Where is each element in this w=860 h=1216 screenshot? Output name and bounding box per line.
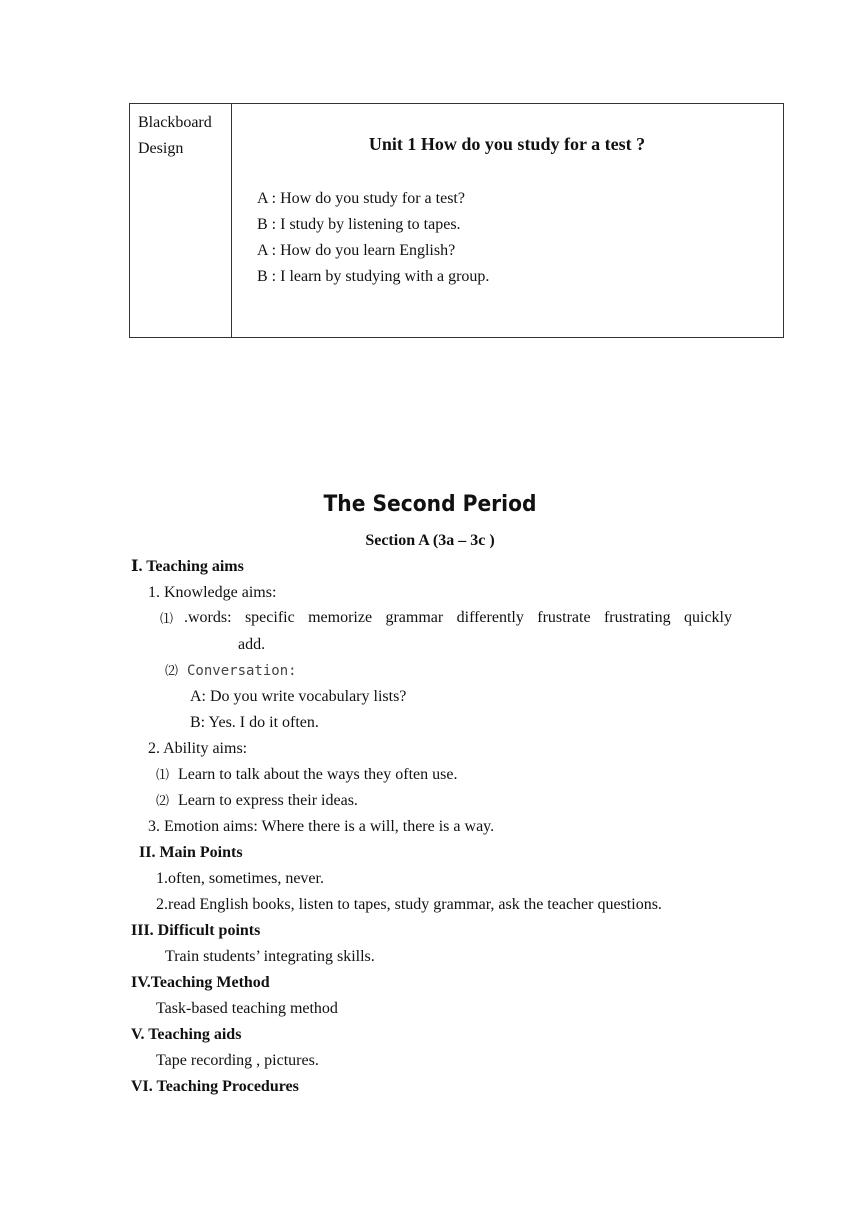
teaching-aims-heading: Ⅰ. Teaching aims xyxy=(131,558,244,575)
blackboard-label-line1: Blackboard xyxy=(138,114,212,131)
teaching-aids-text: Tape recording , pictures. xyxy=(156,1052,319,1069)
blackboard-label xyxy=(138,110,212,162)
words-list: .words: specific memorize grammar differently frustrate frustrating quickly xyxy=(184,609,732,626)
main-point-2: 2.read English books, listen to tapes, study grammar, ask the teacher questions. xyxy=(156,896,662,913)
dialogue-line: B : I learn by studying with a group. xyxy=(257,268,490,285)
emotion-aims: 3. Emotion aims: Where there is a will, there is a way. xyxy=(148,818,495,835)
period-title: The Second Period xyxy=(323,492,537,517)
ability-aim-1: ⑴ Learn to talk about the ways they often use. xyxy=(156,766,458,783)
section-title: Section A (3a – 3c ) xyxy=(365,532,495,549)
dialogue-line: A : How do you learn English? xyxy=(257,242,456,259)
conversation-line-a: A: Do you write vocabulary lists? xyxy=(190,688,407,705)
difficult-points-text: Train students’ integrating skills. xyxy=(165,948,375,965)
main-points-heading: II. Main Points xyxy=(139,844,243,861)
dialogue-line: A : How do you study for a test? xyxy=(257,190,465,207)
conversation-line-b: B: Yes. I do it often. xyxy=(190,714,319,731)
blackboard-dialogue xyxy=(257,186,489,290)
teaching-procedures-heading: VI. Teaching Procedures xyxy=(131,1078,299,1095)
blackboard-label-line2: Design xyxy=(138,140,184,157)
ability-aim-2: ⑵ Learn to express their ideas. xyxy=(156,792,358,809)
teaching-method-text: Task-based teaching method xyxy=(156,1000,338,1017)
dialogue-line: B : I study by listening to tapes. xyxy=(257,216,461,233)
knowledge-aims: 1. Knowledge aims: xyxy=(148,584,277,601)
blackboard-design-table xyxy=(129,103,784,338)
words-list-continued: add. xyxy=(238,636,266,653)
conversation-label: ⑵ Conversation: xyxy=(165,663,297,679)
teaching-method-heading: IV.Teaching Method xyxy=(131,974,270,991)
words-number: ⑴ xyxy=(160,611,174,626)
main-point-1: 1.often, sometimes, never. xyxy=(156,870,324,887)
blackboard-title: Unit 1 How do you study for a test ? xyxy=(368,134,646,154)
teaching-aids-heading: V. Teaching aids xyxy=(131,1026,242,1043)
ability-aims: 2. Ability aims: xyxy=(148,740,248,757)
difficult-points-heading: III. Difficult points xyxy=(131,922,261,939)
